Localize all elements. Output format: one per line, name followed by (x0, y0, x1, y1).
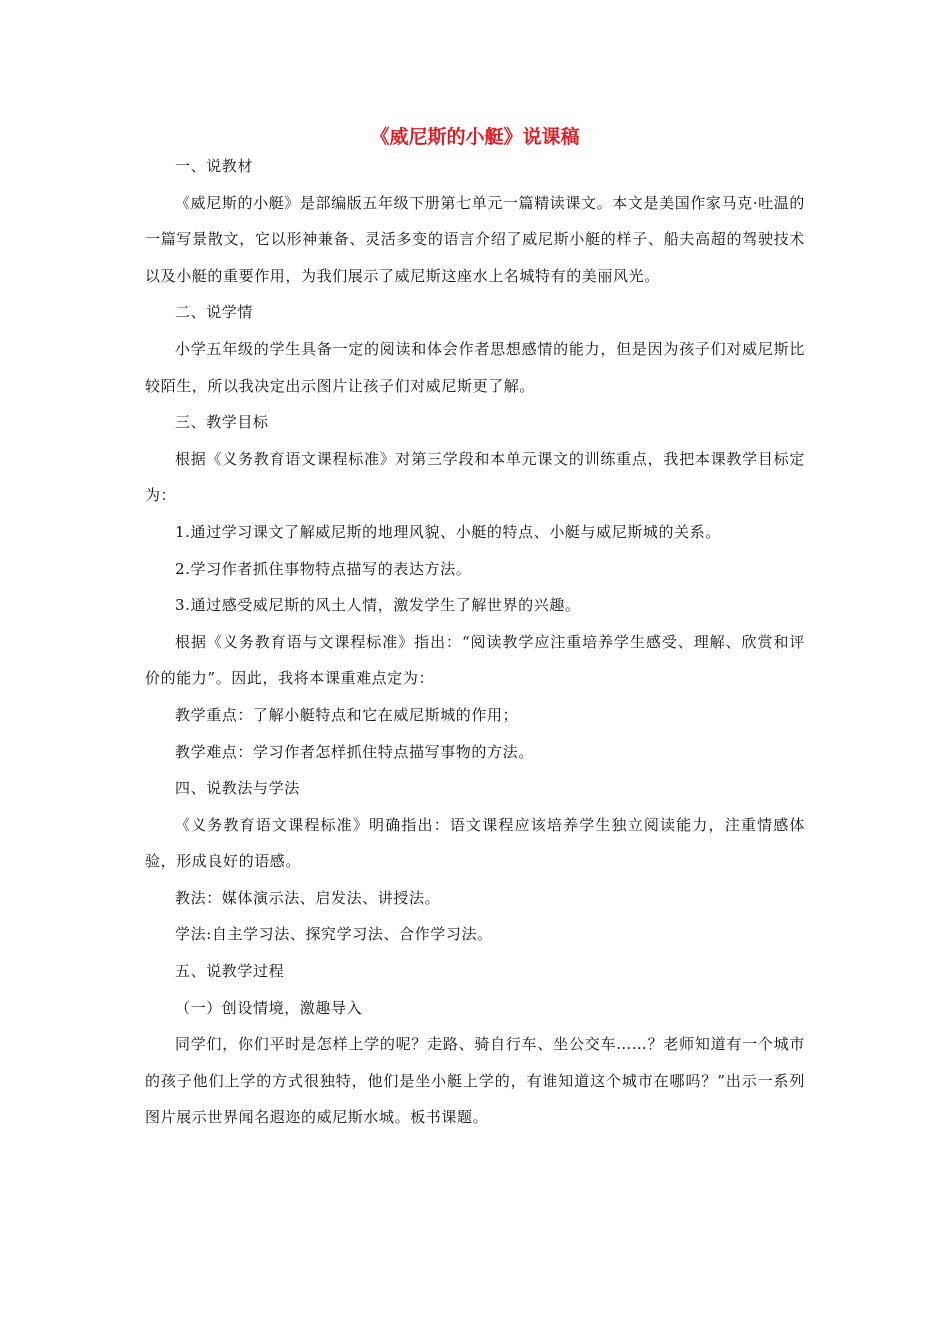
paragraph: 同学们，你们平时是怎样上学的呢？走路、骑自行车、坐公交车……？老师知道有一个城市的孩子他们上学的方式很独特，他们是坐小艇上学的，有谁知道这个城市在哪吗？”出示一系列图片展示世界闻名遐迩的威尼斯水城。板书课题。 (145, 1035, 805, 1127)
paragraph: 根据《义务教育语文课程标准》对第三学段和本单元课文的训练重点，我把本课教学目标定为： (145, 449, 805, 505)
section-heading: 五、说教学过程 (175, 962, 285, 981)
learning-methods: 学法:自主学习法、探究学习法、合作学习法。 (175, 925, 493, 944)
paragraph: 《义务教育语文课程标准》明确指出：语文课程应该培养学生独立阅读能力，注重情感体验，形成良好的语感。 (145, 815, 805, 871)
teaching-methods: 教法：媒体演示法、启发法、讲授法。 (175, 888, 441, 907)
section-heading: 四、说教法与学法 (175, 779, 300, 798)
teaching-key-point: 教学重点：了解小艇特点和它在威尼斯城的作用； (175, 705, 519, 724)
paragraph: 小学五年级的学生具备一定的阅读和体会作者思想感情的能力，但是因为孩子们对威尼斯比较陌生，所以我决定出示图片让孩子们对威尼斯更了解。 (145, 339, 805, 395)
teaching-difficulty: 教学难点：学习作者怎样抓住特点描写事物的方法。 (175, 742, 534, 761)
section-heading: 三、教学目标 (175, 413, 269, 432)
goal-item-2: 2.学习作者抓住事物特点描写的表达方法。 (175, 559, 472, 578)
goal-item-3: 3.通过感受威尼斯的风土人情，激发学生了解世界的兴趣。 (175, 596, 581, 615)
paragraph: 根据《义务教育语与文课程标准》指出：“阅读教学应注重培养学生感受、理解、欣赏和评价的能力”。因此，我将本课重难点定为： (145, 632, 805, 688)
document-title: 《威尼斯的小艇》说课稿 (370, 126, 580, 148)
paragraph: 《威尼斯的小艇》是部编版五年级下册第七单元一篇精读课文。本文是美国作家马克·吐温的一篇写景散文，它以形神兼备、灵活多变的语言介绍了威尼斯小艇的样子、船夫高超的驾驶技术以及小艇的重要作用，为我们展示了威尼斯这座水上名城特有的美丽风光。 (145, 193, 805, 285)
document-body (145, 148, 805, 1136)
section-heading: 一、说教材 (175, 157, 254, 175)
section-heading: 二、说学情 (175, 303, 254, 322)
goal-item-1: 1.通过学习课文了解威尼斯的地理风貌、小艇的特点、小艇与威尼斯城的关系。 (175, 522, 721, 541)
subsection-heading: （一）创设情境，激趣导入 (175, 998, 363, 1017)
